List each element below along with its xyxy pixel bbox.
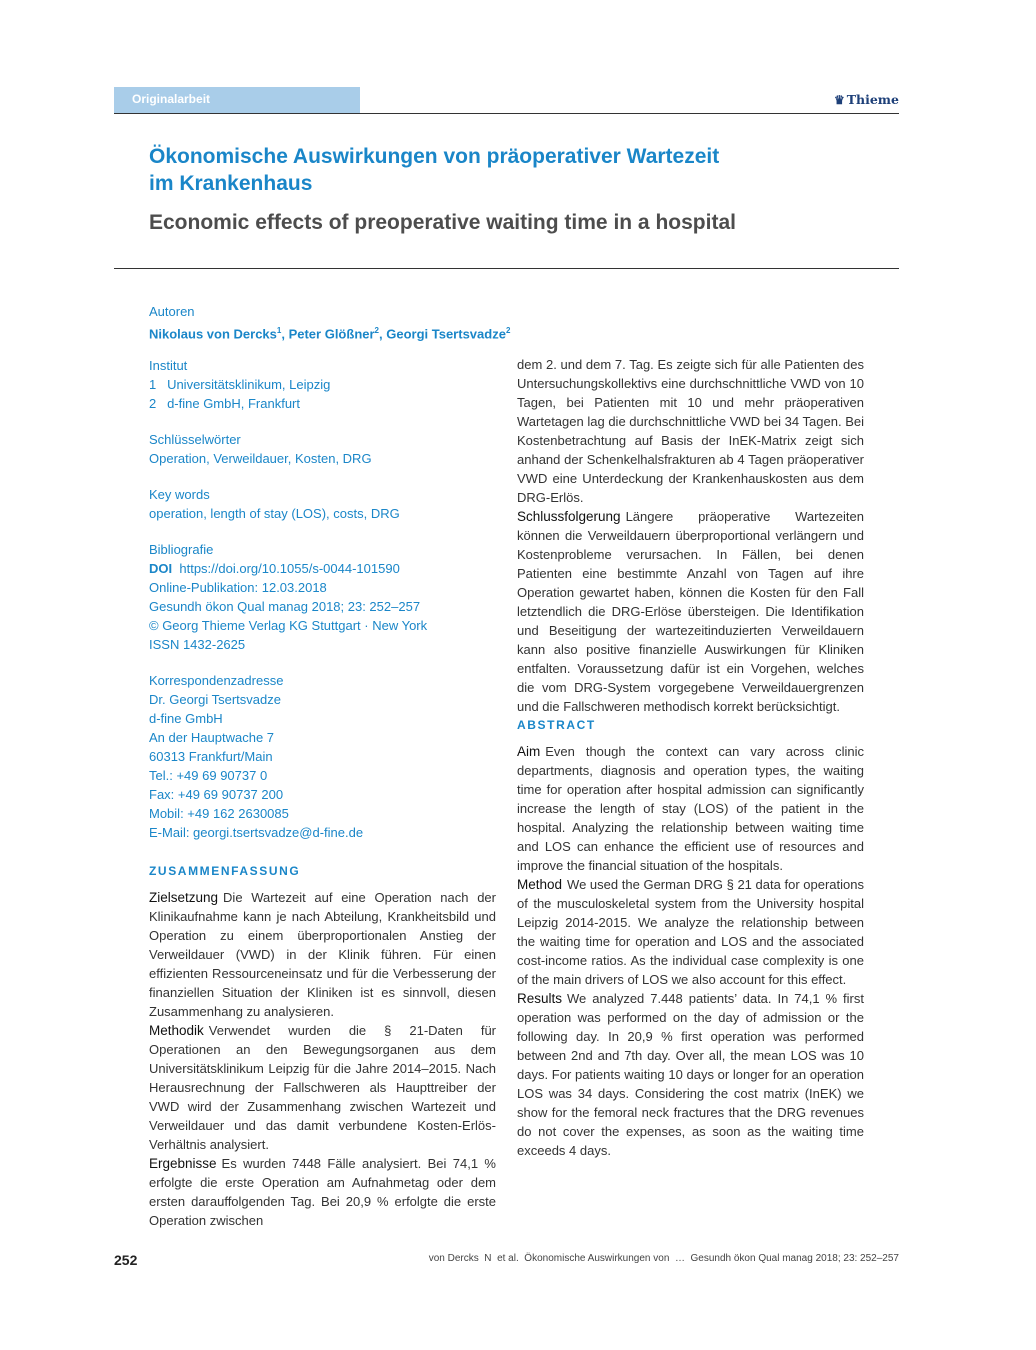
author-affiliation: 2: [374, 326, 379, 335]
paragraph-label: Results: [517, 991, 563, 1006]
title-english: Economic effects of preoperative waiting time in a hospital: [149, 211, 736, 234]
paragraph-label: Method: [517, 877, 563, 892]
doi-label: DOI: [149, 561, 173, 576]
abstract-paragraph: [517, 742, 864, 875]
abstract-paragraph: [149, 888, 496, 1021]
title-german: [149, 143, 869, 197]
institute-item: 2 d-fine GmbH, Frankfurt: [149, 396, 300, 411]
paragraph-label: Ergebnisse: [149, 1156, 217, 1171]
paragraph-text: We analyzed 7.448 patients’ data. In 74,1 % first operation was performed on the day of admission or the following day. In 20,9 % first operation was performed between 2nd and 7th day. Over all, the mean LOS was 10 days. For patients waiting 10 days or longer for an operation LOS was 34 days. Considering the cost matrix (InEK) we show for the femoral neck fractures that the DRG revenues do not cover the expenses, as soon as the waiting time exceeds 4 days.: [517, 991, 864, 1158]
bibliography-label: Bibliografie: [149, 542, 214, 557]
correspondence-line: 60313 Frankfurt/Main: [149, 749, 273, 764]
paragraph-text: Verwendet wurden die § 21-Daten für Operationen an den Bewegungsorganen aus dem Universitätsklinikum Leipzig für die Jahre 2014–2015. Nach Herausrechnung der Fallschweren als Haupttreiber der VWD wird der Zusammenhang zwischen Wartezeit und Verweildauer und das damit verbundene Kosten-Erlös-Verhältnis analysiert.: [149, 1023, 496, 1152]
paragraph-label: Schlussfolgerung: [517, 509, 621, 524]
author-affiliation: 2: [505, 326, 511, 335]
abstract-paragraph: [149, 1021, 496, 1154]
authors-list: Nikolaus von Dercks$^1$, Peter Glößner$^2$, Georgi Tsertsvadze$^2$: [149, 326, 511, 342]
correspondence-line: An der Hauptwache 7: [149, 730, 275, 745]
publisher-logo: [834, 92, 899, 107]
title-german-line1: Ökonomische Auswirkungen von präoperativer Wartezeit: [149, 145, 720, 168]
zusammenfassung-heading: ZUSAMMENFASSUNG: [149, 864, 301, 878]
institute-label: Institut: [149, 358, 188, 373]
correspondence-line: Fax: +49 69 90737 200: [149, 787, 284, 802]
keywords-en-label: Key words: [149, 487, 210, 502]
abstract-paragraph: [517, 875, 864, 989]
paragraph-text: Längere präoperative Wartezeiten können die Verweildauern überproportional verlängern und Kostenprobleme verursachen. In Fällen, bei denen Patienten eine bestimmte Anzahl von Tagen auf ihre Operation gewartet haben, können die Kosten für den Fall letztendlich die DRG-Erlöse übersteigen. Die Identifikation und Beseitigung der wartezeitinduzierten Verweildauern kann also positive finanzielle Auswirkungen für Kliniken entfalten. Voraussetzung dafür ist ein Vorgehen, welches die vom DRG-System vorgegebene Verweildauergrenzen und die Fallschweren methodisch korrekt berücksichtigt.: [517, 509, 864, 714]
bibliography-line: © Georg Thieme Verlag KG Stuttgart · New York: [149, 618, 428, 633]
institute-item: 1 Universitätsklinikum, Leipzig: [149, 377, 331, 392]
right-column: [517, 355, 864, 716]
correspondence-label: Korrespondenzadresse: [149, 673, 284, 688]
paragraph-label: Methodik: [149, 1023, 204, 1038]
author-name: Nikolaus von Dercks: [149, 326, 277, 342]
abstract-body: [517, 742, 864, 1160]
authors-block: [149, 302, 549, 343]
paragraph-text: Es wurden 7448 Fälle analysiert. Bei 74,1 % erfolgte die erste Operation am Aufnahmetag oder dem ersten darauffolgenden Tag. Bei 20,9 % erfolgte die erste Operation zwischen: [149, 1156, 496, 1228]
title-rule: [114, 268, 899, 269]
bibliography-line: Gesundh ökon Qual manag 2018; 23: 252–257: [149, 599, 421, 614]
correspondence-line: Mobil: +49 162 2630085: [149, 806, 289, 821]
bibliography-line: ISSN 1432-2625: [149, 637, 246, 652]
author-name: Georgi Tsertsvadze: [386, 326, 506, 342]
footer-citation: von Dercks N et al. Ökonomische Auswirkungen von … Gesundh ökon Qual manag 2018; 23: 252–257: [428, 1253, 899, 1264]
abstract-paragraph: [517, 989, 864, 1160]
header-rule: [114, 113, 899, 114]
doi-link[interactable]: https://doi.org/10.1055/s-0044-101590: [179, 561, 400, 576]
paragraph-text: We used the German DRG § 21 data for operations of the musculoskeletal system from the University hospital Leipzig 2014-2015. We analyze the relationship between the waiting time for operation and LOS and the associated cost-income ratios. As the individual case complexity is one of the main drivers of LOS we also account for this effect.: [517, 877, 864, 987]
author-name: Peter Glößner: [288, 326, 375, 342]
doi-line: [149, 559, 499, 578]
author-affiliation: 1: [276, 326, 282, 335]
correspondence-line: Dr. Georgi Tsertsvadze: [149, 692, 281, 707]
title-german-line2: im Krankenhaus: [149, 172, 313, 195]
abstract-paragraph: [149, 1154, 496, 1230]
bibliography-line: Online-Publikation: 12.03.2018: [149, 580, 327, 595]
category-tag: Originalarbeit: [114, 87, 360, 113]
abstract-paragraph: [517, 507, 864, 716]
authors-label: Autoren: [149, 304, 195, 319]
paragraph-text: Die Wartezeit auf eine Operation nach der Klinikaufnahme kann je nach Abteilung, Krankheitsbild und Operation zu einem überproportionalen Anstieg der Verweildauer (VWD) in der Klinik führen. Für einen effizienten Ressourceneinsatz und für die Verbesserung der finanziellen Situation der Kliniken ist es sinnvoll, diesen Zusammenhang zu analysieren.: [149, 890, 496, 1019]
abstract-heading: ABSTRACT: [517, 718, 596, 732]
publisher-name: Thieme: [846, 92, 899, 107]
paragraph-text: Even though the context can vary across clinic departments, diagnosis and operation types, the waiting time for operation after hospital admission can significantly increase the length of stay (LOS) of the patient in the hospital. Analyzing the relationship between waiting time and LOS can enhance the efficient use of resources and improve the financial situation of the hospitals.: [517, 744, 864, 873]
keywords-en: operation, length of stay (LOS), costs, DRG: [149, 506, 400, 521]
thieme-mark-icon: ♛: [833, 93, 845, 107]
correspondence-line: Tel.: +49 69 90737 0: [149, 768, 268, 783]
meta-column: [149, 356, 499, 842]
correspondence-line: d-fine GmbH: [149, 711, 223, 726]
continuation-text: dem 2. und dem 7. Tag. Es zeigte sich für alle Patienten des Untersuchungskollektivs eine durchschnittliche VWD von 10 Tagen, bei Patienten mit 10 und mehr präoperativen Wartetagen lag die durchschnittliche VWD bei 34 Tagen. Bei Kostenbetrachtung auf Basis der InEK-Matrix zeigt sich anhand der Schenkelhalsfrakturen ab 4 Tagen präoperativer VWD eine Unterdeckung der Krankenhauskosten aus dem DRG-Erlös.: [517, 357, 864, 505]
email-link[interactable]: E-Mail: georgi.tsertsvadze@d-fine.de: [149, 825, 364, 840]
paragraph-label: Zielsetzung: [149, 890, 219, 905]
zusammenfassung-body: [149, 888, 496, 1230]
keywords-de: Operation, Verweildauer, Kosten, DRG: [149, 451, 372, 466]
page-number: 252: [114, 1252, 138, 1268]
keywords-de-label: Schlüsselwörter: [149, 432, 241, 447]
paragraph-label: Aim: [517, 744, 541, 759]
